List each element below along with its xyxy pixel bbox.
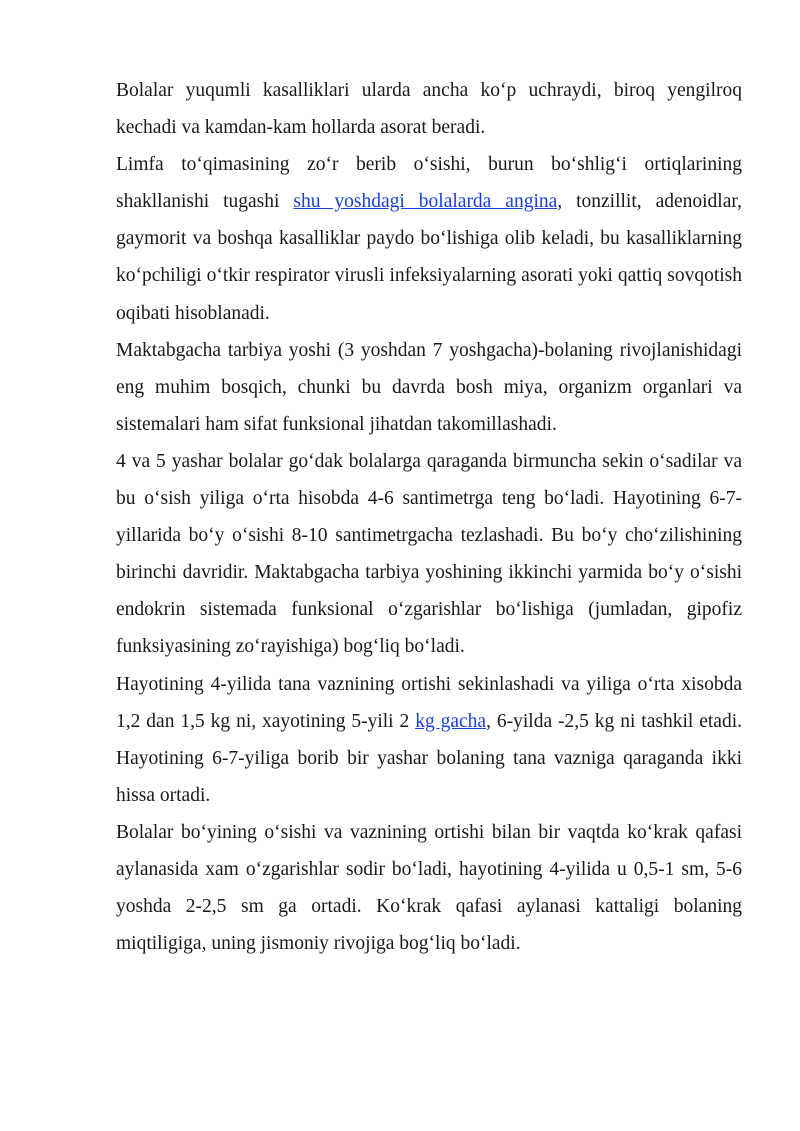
paragraph-height-growth <box>116 443 742 666</box>
paragraph-text: , tonzillit, adenoidlar, gaymorit va boshqa kasalliklar paydo bo‘lishiga olib keladi, bu kasalliklarning ko‘pchiligi o‘tkir respirator virusli infeksiyalarning asorati yoki qattiq sovqotish oqibati hisoblanadi. <box>116 191 742 324</box>
paragraph-infectious-diseases <box>116 72 742 146</box>
document-body <box>116 72 742 962</box>
paragraph-preschool-age <box>116 332 742 443</box>
paragraph-text: Bolalar yuqumli kasalliklari ularda ancha ko‘p uchraydi, biroq yengilroq kechadi va kamdan-kam hollarda asorat beradi. <box>116 80 742 139</box>
paragraph-text: Bolalar bo‘yining o‘sishi va vaznining ortishi bilan bir vaqtda ko‘krak qafasi aylanasida xam o‘zgarishlar sodir bo‘ladi, hayotining 4-yilida u 0,5-1 sm, 5-6 yoshda 2-2,5 sm ga ortadi. Ko‘krak qafasi aylanasi kattaligi bolaning miqtiligiga, uning jismoniy rivojiga bog‘liq bo‘ladi. <box>116 821 742 955</box>
kg-link[interactable]: kg gacha <box>415 710 487 732</box>
angina-link[interactable]: shu yoshdagi bolalarda angina <box>293 191 558 213</box>
paragraph-weight-gain <box>116 666 742 814</box>
paragraph-text: Hayotining 4-yilida tana vaznining ortishi sekinlashadi va yiliga o‘rta xisobda 1,2 dan 1,5 kg ni, xayotining 5-yili 2 <box>116 673 742 732</box>
paragraph-text: , 6-yilda -2,5 kg ni tashkil etadi. Hayotining 6-7-yiliga borib bir yashar bolaning tana vazniga qaraganda ikki hissa ortadi. <box>116 710 742 806</box>
paragraph-text: 4 va 5 yashar bolalar go‘dak bolalarga qaraganda birmuncha sekin o‘sadilar va bu o‘sish yiliga o‘rta hisobda 4-6 santimetrga teng bo‘ladi. Hayotining 6-7-yillarida bo‘y o‘sishi 8-10 santimetrgacha tezlashadi. Bu bo‘y cho‘zilishining birinchi davridir. Maktabgacha tarbiya yoshining ikkinchi yarmida bo‘y o‘sishi endokrin sistemada funksional o‘zgarishlar bo‘lishiga (jumladan, gipofiz funksiyasining zo‘rayishiga) bog‘liq bo‘ladi. <box>116 450 742 658</box>
paragraph-lymph-tissue <box>116 146 742 331</box>
paragraph-chest-circumference <box>116 814 742 962</box>
paragraph-text: Limfa to‘qimasining zo‘r berib o‘sishi, burun bo‘shlig‘i ortiqlarining shakllanishi tugashi <box>116 154 742 213</box>
paragraph-text: Maktabgacha tarbiya yoshi (3 yoshdan 7 yoshgacha)-bolaning rivojlanishidagi eng muhim bosqich, chunki bu davrda bosh miya, organizm organlari va sistemalari ham sifat funksional jihatdan takomillashadi. <box>116 339 742 435</box>
